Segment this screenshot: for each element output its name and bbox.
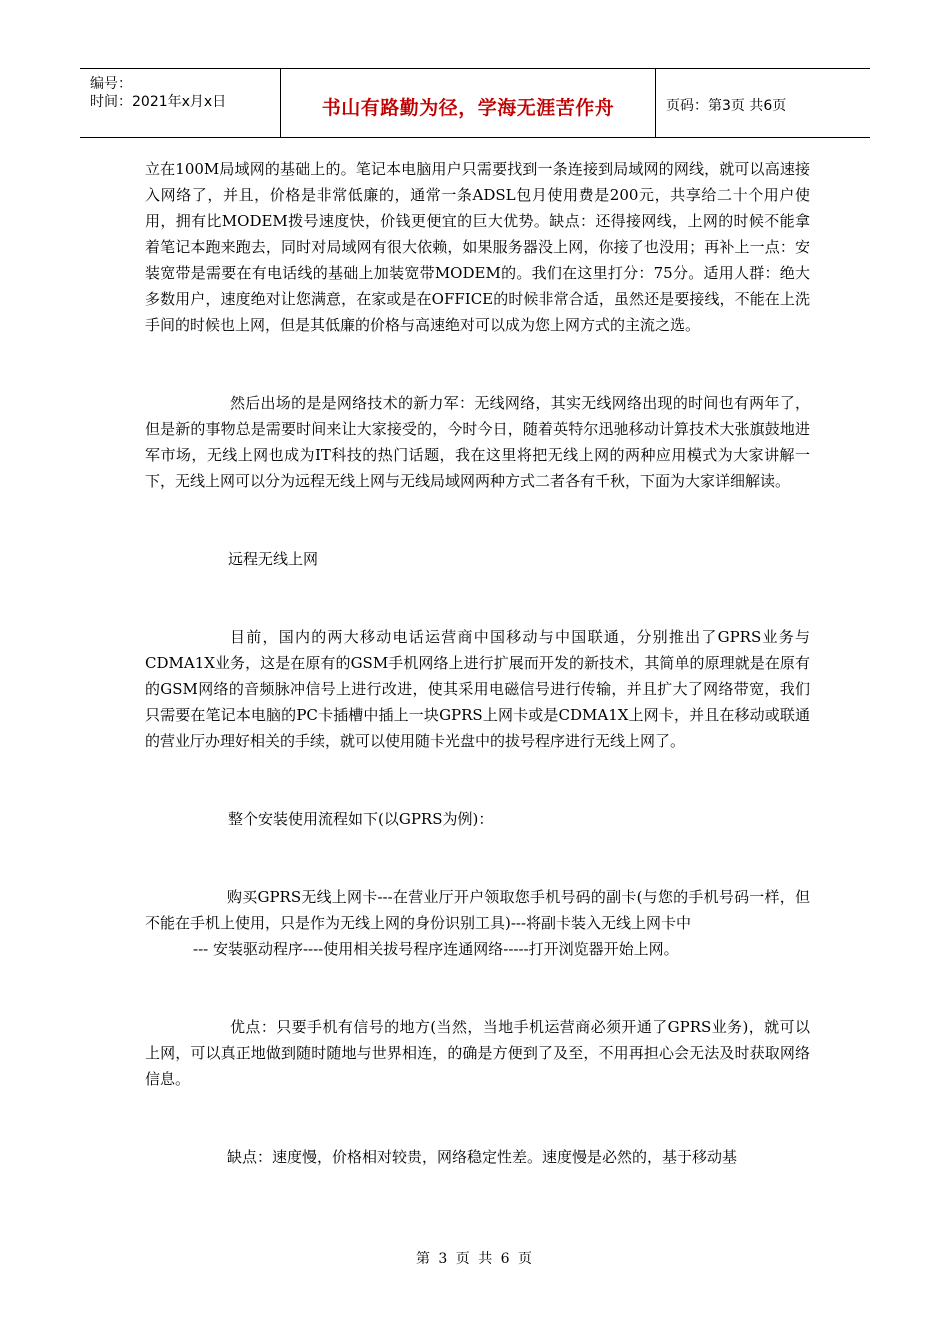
page-header (80, 68, 870, 138)
header-motto-cell (281, 69, 656, 137)
header-page-cell (656, 69, 870, 137)
doc-number-label: 编号： (90, 76, 132, 92)
paragraph-advantages: 优点：只要手机有信号的地方(当然，当地手机运营商必须开通了GPRS业务)，就可以上网，可以真正地做到随时随地与世界相连，的确是方便到了及至，不用再担心会无法及时获取网络信息。 (145, 1018, 810, 1088)
paragraph-install-steps: 购买GPRS无线上网卡---在营业厅开户领取您手机号码的副卡(与您的手机号码一样，但不能在手机上使用，只是作为无线上网的身份识别工具)---将副卡装入无线上网卡中 (145, 888, 810, 932)
paragraph-disadvantages: 缺点：速度慢，价格相对较贵，网络稳定性差。速度慢是必然的，基于移动基 (227, 1148, 738, 1166)
header-meta-cell (80, 69, 281, 137)
document-body (145, 156, 810, 1170)
page-footer: 第 3 页 共 6 页 (415, 1251, 535, 1267)
paragraph-install-steps-cont: --- 安装驱动程序----使用相关拔号程序连通网络-----打开浏览器开始上网。 (193, 940, 679, 958)
paragraph-install-flow-title: 整个安装使用流程如下(以GPRS为例)： (228, 810, 494, 828)
paragraph-gprs-cdma: 目前，国内的两大移动电话运营商中国移动与中国联通，分别推出了GPRS业务与CDMA1X业务，这是在原有的GSM手机网络上进行扩展而开发的新技术，其简单的原理就是在原有的GSM网络的音频脉冲信号上进行改进，使其采用电磁信号进行传输，并且扩大了网络带宽，我们只需要在笔记本电脑的PC卡插槽中插上一块GPRS上网卡或是CDMA1X上网卡，并且在移动或联通的营业厅办理好相关的手续，就可以使用随卡光盘中的拔号程序进行无线上网了。 (145, 628, 810, 750)
section-heading-remote-wireless: 远程无线上网 (228, 550, 319, 568)
date-label: 时间：2021年x月x日 (90, 94, 227, 110)
paragraph-broadband: 立在100M局域网的基础上的。笔记本电脑用户只需要找到一条连接到局域网的网线，就可以高速接入网络了，并且，价格是非常低廉的，通常一条ADSL包月使用费是200元，共享给二十个用户使用，拥有比MODEM拨号速度快，价钱更便宜的巨大优势。缺点：还得接网线，上网的时候不能拿着笔记本跑来跑去，同时对局域网有很大依赖，如果服务器没上网，你接了也没用；再补上一点：安装宽带是需要在有电话线的基础上加装宽带MODEM的。我们在这里打分：75分。适用人群：绝大多数用户，速度绝对让您满意，在家或是在OFFICE的时候非常合适，虽然还是要接线，不能在上洗手间的时候也上网，但是其低廉的价格与高速绝对可以成为您上网方式的主流之选。 (145, 160, 810, 334)
paragraph-wireless-intro: 然后出场的是是网络技术的新力军：无线网络，其实无线网络出现的时间也有两年了，但是新的事物总是需要时间来让大家接受的，今时今日，随着英特尔迅驰移动计算技术大张旗鼓地进军市场，无线上网也成为IT科技的热门话题，我在这里将把无线上网的两种应用模式为大家讲解一下，无线上网可以分为远程无线上网与无线局域网两种方式二者各有千秋，下面为大家详细解读。 (145, 394, 810, 490)
motto-text: 书山有路勤为径，学海无涯苦作舟 (321, 97, 615, 119)
header-page-info: 页码：第3页 共6页 (666, 98, 787, 114)
